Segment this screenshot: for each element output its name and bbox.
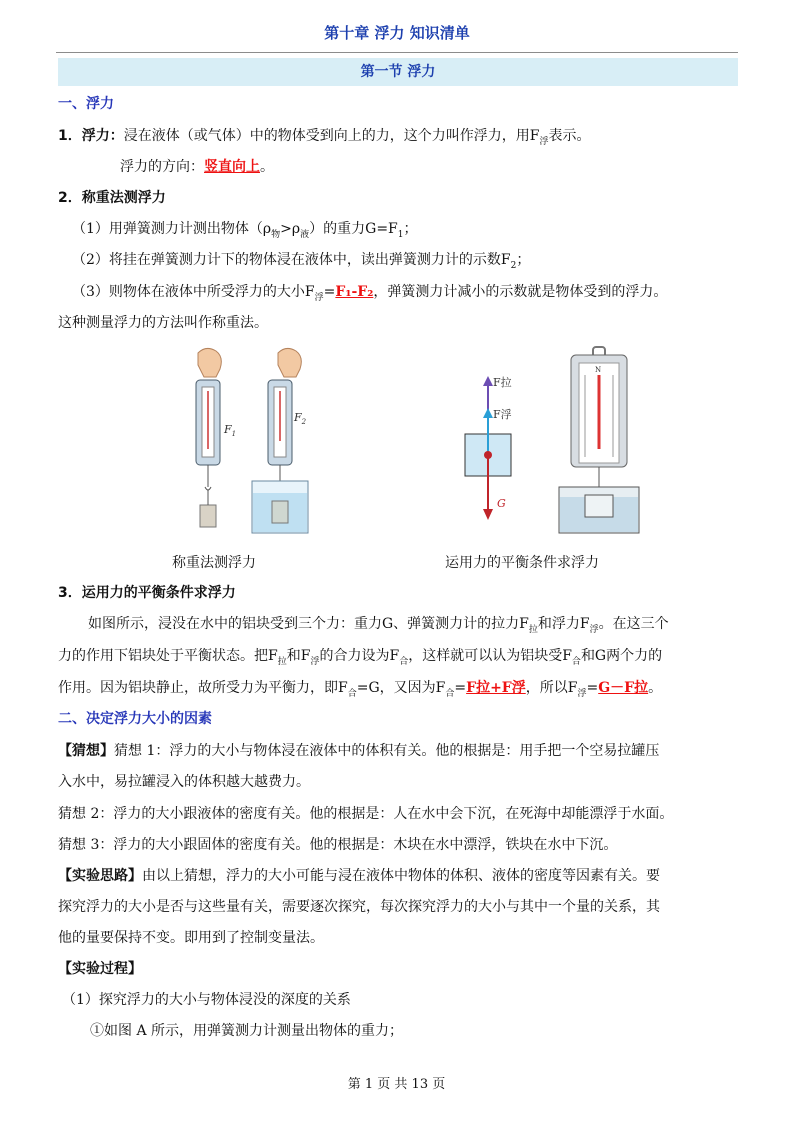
idea-3: 他的量要保持不变。即用到了控制变量法。: [58, 930, 324, 946]
heading-factors: 二、决定浮力大小的因素: [58, 711, 212, 727]
page-footer: 第 1 页 共 13 页: [347, 1077, 446, 1092]
heading-balance-method: 3．运用力的平衡条件求浮力: [58, 585, 236, 601]
header-divider: [56, 52, 738, 53]
answer-sum: F拉+F浮: [466, 680, 526, 696]
hand-icon: [278, 348, 301, 377]
answer-diff: G－F拉: [598, 680, 649, 696]
idea-1: 【实验思路】由以上猜想，浮力的大小可能与浸在液体中物体的体积、液体的密度等因素有关。要: [58, 868, 660, 884]
figure-force-diagram: [455, 372, 535, 532]
step-1: （1）用弹簧测力计测出物体$(\rho_物>\rho_液)$的重力$G=F_1$；: [72, 221, 418, 240]
paragraph-1: 1．浮力：浸在液体（或气体）中的物体受到向上的力，这个力叫作浮力，用$F_浮$表示。: [58, 128, 591, 147]
idea-2: 探究浮力的大小是否与这些量有关，需要逐次探究，每次探究浮力的大小与其中一个量的关系，其: [58, 899, 660, 915]
submerged-block: [585, 495, 613, 517]
figure-scale-water: [555, 345, 645, 535]
heading-buoyancy: 一、浮力: [58, 96, 114, 112]
step-2: （2）将挂在弹簧测力计下的物体浸在液体中，读出弹簧测力计的示数$F_2$；: [72, 252, 531, 271]
page-header: 第十章 浮力 知识清单: [324, 24, 470, 42]
paragraph-3c: 作用。因为铝块静止，故所受力为平衡力，即$F_合=G$，又因为$F_合=F$拉+F浮，所以$F_浮=G-F$拉。: [58, 680, 663, 699]
guess-3: 猜想 3：浮力的大小跟固体的密度有关。他的根据是：木块在水中漂浮，铁块在水中下沉。: [58, 837, 618, 853]
experiment-heading: 【实验过程】: [58, 961, 142, 977]
heading-weighing-method: 2．称重法测浮力: [58, 190, 166, 206]
answer-formula: F₁-F₂: [335, 284, 374, 300]
label-g: G: [497, 497, 506, 510]
section-title: 第一节 浮力: [58, 58, 738, 86]
guess-1a: 【猜想】猜想 1：浮力的大小与物体浸在液体中的体积有关。他的根据是：用手把一个空易拉罐压: [58, 743, 660, 759]
term-label: 1．浮力：: [58, 128, 124, 144]
step-3-cont: 这种测量浮力的方法叫作称重法。: [58, 315, 268, 331]
label-f-buoy: F浮: [493, 408, 512, 421]
hand-icon: [198, 348, 221, 377]
label-f-pull: F拉: [493, 376, 512, 389]
label-f2: $F_2$: [294, 411, 307, 426]
experiment-step-1: （1）探究浮力的大小与物体浸没的深度的关系: [62, 992, 351, 1008]
paragraph-3b: 力的作用下铝块处于平衡状态。把$F_拉$和$F_浮$的合力设为$F_合$，这样就可以认为铝块受$F_合$和G两个力的: [58, 648, 663, 667]
figure-weighing: [180, 345, 330, 535]
paragraph-3a: 如图所示，浸没在水中的铝块受到三个力：重力G、弹簧测力计的拉力$F_拉$和浮力$F_浮$。在这三个: [88, 616, 669, 635]
guess-2: 猜想 2：浮力的大小跟液体的密度有关。他的根据是：人在水中会下沉，在死海中却能漂浮于水面。: [58, 806, 674, 822]
step-3: （3）则物体在液体中所受浮力的大小$F_浮=F_1-F_2$，弹簧测力计减小的示数就是物体受到的浮力。: [72, 284, 668, 303]
caption-right: 运用力的平衡条件求浮力: [445, 555, 599, 571]
weight-block-2: [272, 501, 288, 523]
paragraph-direction: 浮力的方向：竖直向上。: [120, 159, 274, 175]
experiment-step-1a: ①如图 A 所示，用弹簧测力计测量出物体的重力；: [90, 1023, 404, 1039]
weight-block-1: [200, 505, 216, 527]
scale-unit-label: N: [595, 366, 602, 374]
guess-1b: 入水中，易拉罐浸入的体积越大越费力。: [58, 774, 310, 790]
caption-left: 称重法测浮力: [172, 555, 256, 571]
answer-direction: 竖直向上: [204, 159, 260, 175]
label-f1: $F_1$: [224, 423, 237, 438]
